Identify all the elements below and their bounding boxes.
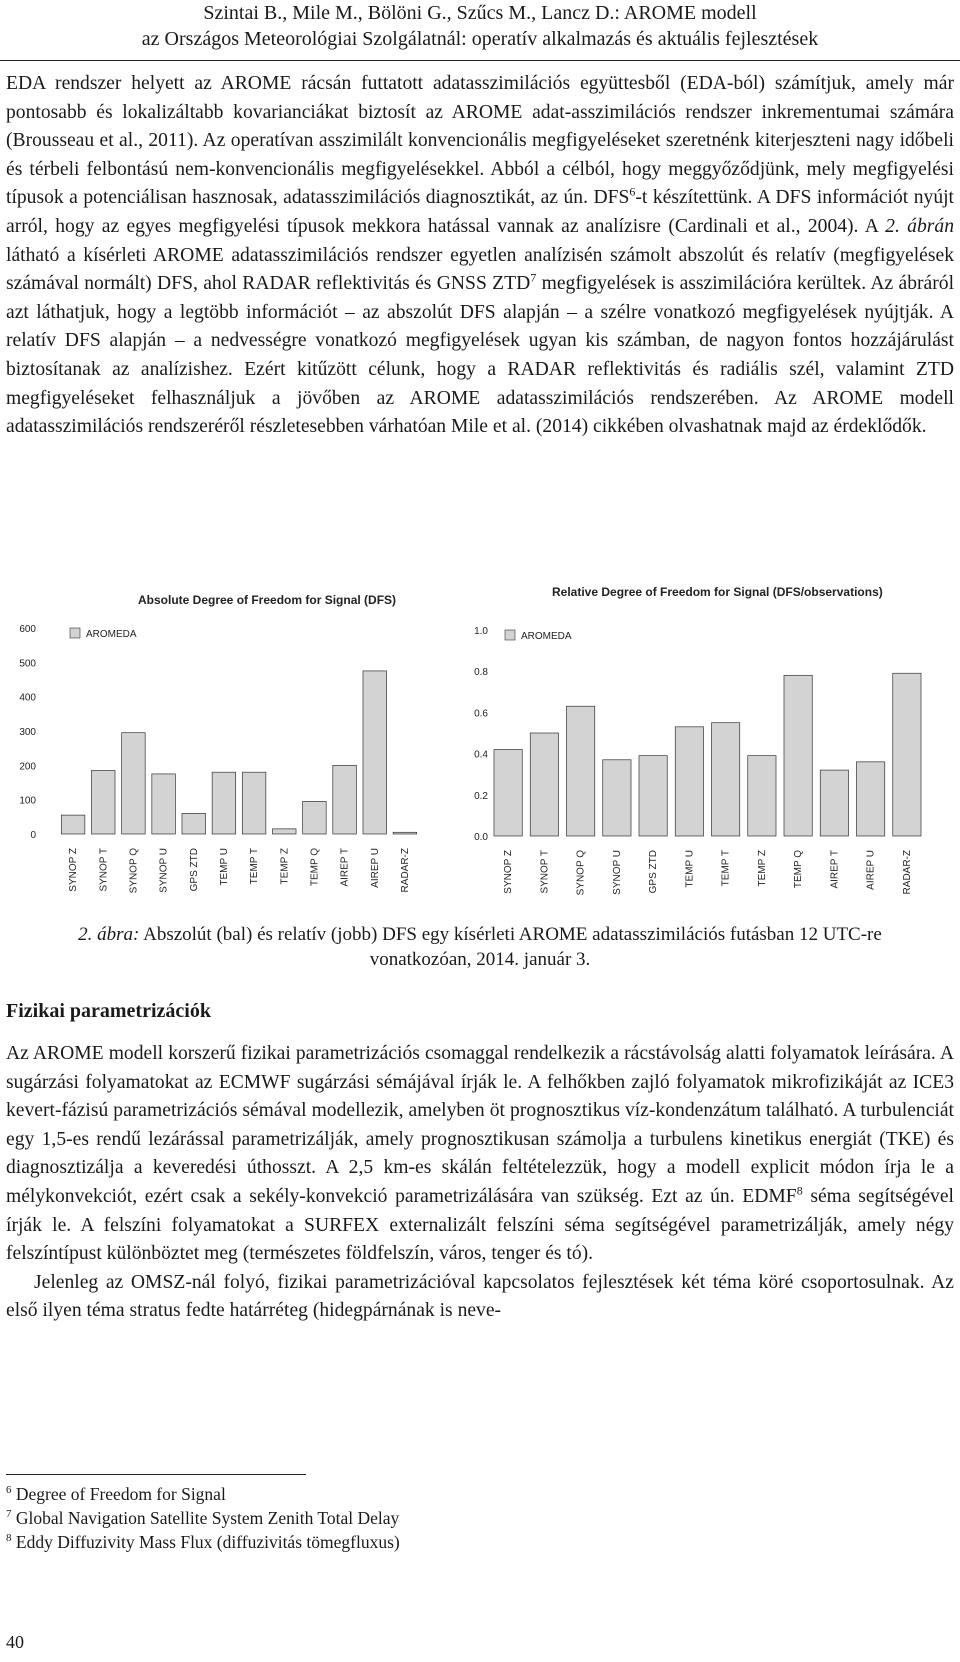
bar — [530, 733, 558, 836]
legend-label: AROMEDA — [521, 631, 572, 642]
para2-text-b: séma segítségével írják le. A felszíni folyamatokat a SURFEX externalizált felszíni séma segítségével parametrizálják, amely négy felszíntípust különböztet meg (természetes földfelszín, város, tenger és tó). — [6, 1185, 954, 1265]
bar — [333, 765, 357, 834]
footnote-text: Degree of Freedom for Signal — [11, 1484, 226, 1504]
x-tick-label: SYNOP Q — [128, 848, 140, 894]
bar — [784, 675, 812, 836]
y-tick-label: 200 — [19, 761, 36, 773]
y-tick-label: 0.2 — [474, 790, 488, 802]
bar — [272, 829, 296, 834]
x-tick-label: SYNOP Z — [503, 850, 515, 894]
footnote-rule — [6, 1474, 306, 1475]
bar — [212, 772, 236, 834]
body-paragraph-2 — [6, 1040, 954, 1326]
legend-swatch — [505, 630, 515, 640]
x-tick-label: RADAR-Z — [399, 848, 411, 893]
running-header — [0, 0, 960, 52]
x-tick-label: AIREP U — [369, 848, 381, 888]
x-tick-label: SYNOP U — [611, 850, 623, 895]
legend-label: AROMEDA — [86, 629, 137, 640]
y-tick-label: 0.0 — [474, 832, 488, 843]
y-tick-label: 600 — [19, 624, 36, 635]
bar — [393, 832, 417, 834]
para2-text-c: Jelenleg az OMSZ-nál folyó, fizikai parametrizációval kapcsolatos fejlesztések két téma köré csoportosulnak. Az első ilyen téma stratus fedte határréteg (hidegpárnának is neve- — [6, 1271, 954, 1322]
figure-reference: 2. ábrán — [885, 215, 954, 237]
y-tick-label: 100 — [19, 795, 36, 807]
x-tick-label: TEMP Z — [756, 850, 768, 887]
para1-text-a: EDA rendszer helyett az AROME rácsán futtatott adatasszimilációs együttesből (EDA-ból) számítjuk, amely már pontosabb és lokalizáltabb kovarianciákat biztosít az AROME adat-asszimilációs rendszer inkrementumai számára (Brousseau et al., 2011). Az operatívan asszimilált konvencionális megfigyeléseket szeretnénk kiterjeszteni nagy időbeli és térbeli felbontású nem-konvencionális megfigyelésekkel. Abból a célból, hogy meggyőződjünk, mely megfigyelési típusok a potenciálisan hasznosak, adatasszimilációs diagnosztikát, az ún. DFS — [6, 73, 954, 209]
body-paragraph-1 — [6, 70, 954, 442]
bar — [303, 801, 327, 834]
bar — [242, 772, 266, 834]
footnote-text: Eddy Diffuzivity Mass Flux (diffuzivitás tömegfluxus) — [11, 1532, 400, 1552]
y-tick-label: 0 — [30, 830, 36, 841]
dfs-charts — [0, 580, 960, 920]
para1-text-b: -t készítettünk. A DFS információt nyújt arról, hogy az egyes megfigyelési típusok mekkora hatással vannak az analízisre (Cardinali et al., 2004). A — [6, 187, 954, 237]
bar — [711, 723, 739, 836]
bar — [182, 813, 206, 834]
y-tick-label: 300 — [19, 727, 36, 738]
chart-title: Relative Degree of Freedom for Signal (DFS/observations) — [552, 585, 883, 599]
header-authors: Szintai B., Mile M., Bölöni G., Szűcs M., Lancz D.: AROME modell — [203, 2, 757, 24]
bar — [820, 770, 848, 836]
footnote-number: 8 — [6, 1532, 12, 1545]
section-title: Fizikai parametrizációk — [6, 1000, 211, 1022]
footnote-ref-6: 6 — [629, 184, 636, 199]
footnote-number: 7 — [6, 1508, 12, 1521]
x-tick-label: SYNOP T — [98, 848, 110, 892]
x-tick-label: SYNOP T — [539, 850, 551, 894]
y-tick-label: 1.0 — [474, 626, 488, 637]
para1-text-c: látható a kísérleti AROME adatasszimilációs rendszer egyetlen analízisén számolt abszolút és relatív (megfigyelések számával normált) DFS, ahol RADAR reflektivitás és GNSS ZTD — [6, 244, 954, 295]
header-title: az Országos Meteorológiai Szolgálatnál: operatív alkalmazás és aktuális fejlesztések — [141, 28, 819, 50]
bar — [603, 760, 631, 836]
page-number: 40 — [6, 1632, 24, 1652]
figure-2 — [0, 580, 960, 920]
caption-label: 2. ábra: — [78, 924, 140, 945]
bar — [748, 756, 776, 836]
x-tick-label: AIREP T — [339, 848, 351, 887]
figure-caption — [30, 922, 930, 972]
legend-swatch — [70, 628, 80, 638]
y-tick-label: 500 — [19, 658, 36, 670]
x-tick-label: TEMP Z — [279, 848, 291, 885]
x-tick-label: TEMP U — [218, 848, 230, 886]
footnote-8 — [6, 1530, 400, 1554]
y-tick-label: 0.8 — [474, 667, 488, 679]
x-tick-label: TEMP T — [249, 848, 261, 885]
footnote-6 — [6, 1482, 400, 1506]
bar — [494, 749, 522, 836]
bar — [856, 762, 884, 836]
x-tick-label: GPS ZTD — [188, 848, 200, 892]
bar — [566, 706, 594, 836]
footnotes — [6, 1482, 400, 1554]
footnote-7 — [6, 1506, 400, 1530]
y-tick-label: 0.6 — [474, 708, 488, 720]
chart-title: Absolute Degree of Freedom for Signal (DFS) — [138, 593, 397, 607]
x-tick-label: SYNOP Q — [575, 850, 587, 896]
bar — [152, 774, 176, 834]
bar — [61, 815, 85, 834]
x-tick-label: TEMP T — [720, 850, 732, 887]
bar — [91, 770, 115, 834]
bar — [675, 727, 703, 836]
para1-text-d: megfigyelések is asszimilációra kerültek. Az ábráról azt láthatjuk, hogy a legtöbb információt – az abszolút DFS alapján – a szélre vonatkozó megfigyelések nyújtják. A relatív DFS alapján – a nedvességre vonatkozó megfigyelések ugyan kis számban, de nagyon fontos hozzájárulást biztosítanak az analízishez. Ezért kitűzött célunk, hogy a RADAR reflektivitás és radiális szél, valamint ZTD megfigyeléseket felhasználjuk a jövőben az AROME adatasszimilációs rendszerében. Az AROME modell adatasszimilációs rendszeréről részletesebben várhatóan Mile et al. (2014) cikkében olvashatnak majd az érdeklődők. — [6, 273, 955, 438]
x-tick-label: SYNOP Z — [68, 848, 80, 892]
x-tick-label: TEMP Q — [793, 850, 805, 889]
x-tick-label: AIREP U — [865, 850, 877, 890]
para2-text-a: Az AROME modell korszerű fizikai parametrizációs csomaggal rendelkezik a rácstávolság alatti folyamatok leírására. A sugárzási folyamatokat az ECMWF sugárzási sémájával írják le. A felhőkben zajló folyamatok mikrofizikáját az ICE3 kevert-fázisú parametrizációs sémával modellezik, amelyben öt prognosztikus víz-kondenzátum található. A turbulenciát egy 1,5-es rendű lezárással parametrizálják, amely prognosztikusan számolja a turbulens kinetikus energiát (TKE) és diagnosztizálja a keveredési úthosszt. A 2,5 km-es skálán feltételezzük, hogy a modell explicit módon írja le a mélykonvekciót, ezért csak a sekély-konvekció parametrizálására van szükség. Ezt az ún. EDMF — [6, 1043, 954, 1207]
y-tick-label: 0.4 — [474, 749, 488, 761]
x-tick-label: GPS ZTD — [648, 850, 660, 894]
x-tick-label: SYNOP U — [158, 848, 170, 893]
y-tick-label: 400 — [19, 692, 36, 704]
footnote-number: 6 — [6, 1484, 12, 1497]
footnote-text: Global Navigation Satellite System Zenith Total Delay — [11, 1508, 400, 1528]
bar — [363, 671, 387, 834]
header-rule — [0, 60, 960, 61]
footnote-ref-8: 8 — [796, 1183, 803, 1198]
bar — [893, 673, 921, 836]
x-tick-label: RADAR-Z — [901, 850, 913, 895]
caption-text: Abszolút (bal) és relatív (jobb) DFS egy kísérleti AROME adatasszimilációs futásban 12 UTC-re vonatkozóan, 2014. január 3. — [139, 924, 882, 970]
bar — [639, 756, 667, 836]
x-tick-label: AIREP T — [829, 850, 841, 889]
x-tick-label: TEMP Q — [309, 848, 321, 887]
x-tick-label: TEMP U — [684, 850, 696, 888]
bar — [122, 733, 146, 834]
footnote-ref-7: 7 — [530, 270, 537, 285]
